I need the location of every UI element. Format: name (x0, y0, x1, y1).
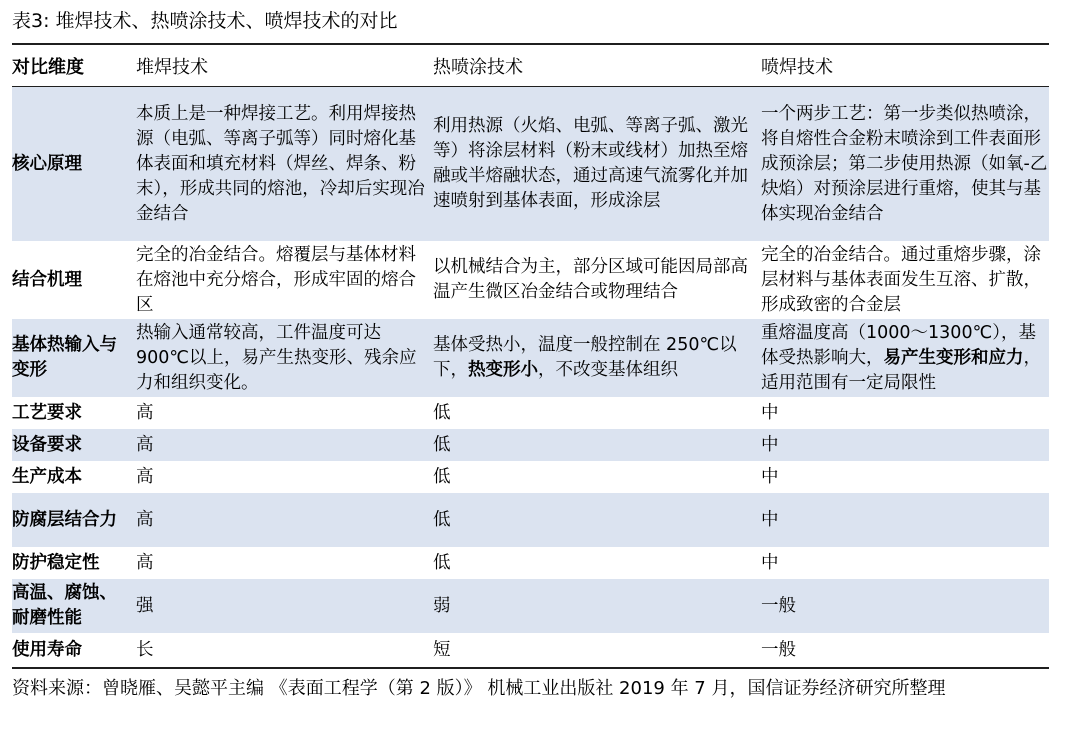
surfacing-cell: 长 (136, 639, 154, 660)
thermal-spray-text-c: ，不改变基体组织 (538, 360, 678, 380)
spray-welding-text-a: 重熔温度高（1000～1300℃），基体受热影响大， (761, 322, 1036, 368)
header-surfacing: 堆焊技术 (136, 57, 208, 78)
table-row (12, 579, 1049, 633)
dimension-cell: 结合机理 (12, 269, 82, 290)
thermal-spray-cell: 利用热源（火焰、电弧、等离子弧、激光等）将涂层材料（粉末或线材）加热至熔融或半熔融状态，通过高速气流雾化并加速喷射到基体表面，形成涂层 (433, 116, 748, 211)
table-row (12, 633, 1049, 667)
surfacing-cell: 强 (136, 595, 154, 616)
thermal-spray-cell (433, 319, 759, 397)
spray-welding-cell (761, 319, 1053, 397)
surfacing-cell: 热输入通常较高，工件温度可达900℃以上，易产生热变形、残余应力和组织变化。 (136, 322, 417, 393)
table-row (12, 461, 1049, 493)
thermal-spray-cell: 低 (433, 552, 451, 573)
thermal-spray-cell: 低 (433, 466, 451, 487)
source-note: 资料来源：曾晓雁、吴懿平主编 《表面工程学（第 2 版）》 机械工业出版社 2019 年 7 月，国信证券经济研究所整理 (12, 678, 946, 699)
table-row (12, 429, 1049, 461)
surfacing-cell: 高 (136, 402, 154, 423)
dimension-cell: 工艺要求 (12, 402, 82, 423)
thermal-spray-cell: 以机械结合为主，部分区域可能因局部高温产生微区冶金结合或物理结合 (433, 257, 748, 302)
spray-welding-cell: 一般 (761, 639, 796, 660)
spray-welding-cell: 中 (761, 552, 779, 573)
thermal-spray-text-a: 基体受热小，温度一般控制在 250℃以下， (433, 335, 737, 380)
table-row (12, 241, 1049, 319)
spray-welding-cell: 中 (761, 402, 779, 423)
table-row (12, 547, 1049, 579)
dimension-cell: 防护稳定性 (12, 552, 100, 573)
spray-welding-cell: 完全的冶金结合。通过重熔步骤，涂层材料与基体表面发生互溶、扩散，形成致密的合金层 (761, 244, 1041, 315)
spray-welding-text-bold: 易产生变形和应力 (883, 347, 1024, 368)
table-row (12, 319, 1049, 397)
bottom-rule (12, 667, 1049, 669)
header-spray-welding: 喷焊技术 (761, 57, 833, 78)
dimension-cell: 基体热输入与变形 (12, 335, 117, 380)
dimension-cell: 生产成本 (12, 466, 82, 487)
spray-welding-cell: 一般 (761, 595, 796, 616)
spray-welding-cell: 一个两步工艺：第一步类似热喷涂，将自熔性合金粉末喷涂到工件表面形成预涂层；第二步使用热源（如氧-乙炔焰）对预涂层进行重熔，使其与基体实现冶金结合 (761, 103, 1048, 224)
thermal-spray-cell: 弱 (433, 595, 451, 616)
dimension-cell: 使用寿命 (12, 639, 82, 660)
surfacing-cell: 高 (136, 434, 154, 455)
header-dimension: 对比维度 (12, 57, 84, 78)
dimension-cell: 防腐层结合力 (12, 509, 117, 530)
table-row (12, 493, 1049, 547)
thermal-spray-cell: 低 (433, 509, 451, 530)
header-thermal-spray: 热喷涂技术 (433, 57, 523, 78)
dimension-cell: 高温、腐蚀、耐磨性能 (12, 583, 117, 628)
top-rule (12, 43, 1049, 45)
surfacing-cell: 高 (136, 509, 154, 530)
spray-welding-cell: 中 (761, 466, 779, 487)
dimension-cell: 设备要求 (12, 434, 82, 455)
surfacing-cell: 高 (136, 552, 154, 573)
thermal-spray-text-bold: 热变形小 (468, 360, 538, 380)
surfacing-cell: 完全的冶金结合。熔覆层与基体材料在熔池中充分熔合，形成牢固的熔合区 (136, 244, 416, 315)
surfacing-cell: 本质上是一种焊接工艺。利用焊接热源（电弧、等离子弧等）同时熔化基体表面和填充材料（焊丝、焊条、粉末），形成共同的熔池，冷却后实现冶金结合 (136, 103, 425, 224)
table-row (12, 397, 1049, 429)
dimension-cell: 核心原理 (12, 153, 82, 174)
table-row (12, 87, 1049, 241)
thermal-spray-cell: 低 (433, 402, 451, 423)
thermal-spray-cell: 短 (433, 639, 451, 660)
thermal-spray-cell: 低 (433, 434, 451, 455)
spray-welding-text-c: ，适用范围有一定局限性 (761, 347, 1041, 393)
surfacing-cell: 高 (136, 466, 154, 487)
spray-welding-cell: 中 (761, 509, 779, 530)
spray-welding-cell: 中 (761, 434, 779, 455)
table-caption: 表3: 堆焊技术、热喷涂技术、喷焊技术的对比 (12, 10, 398, 32)
